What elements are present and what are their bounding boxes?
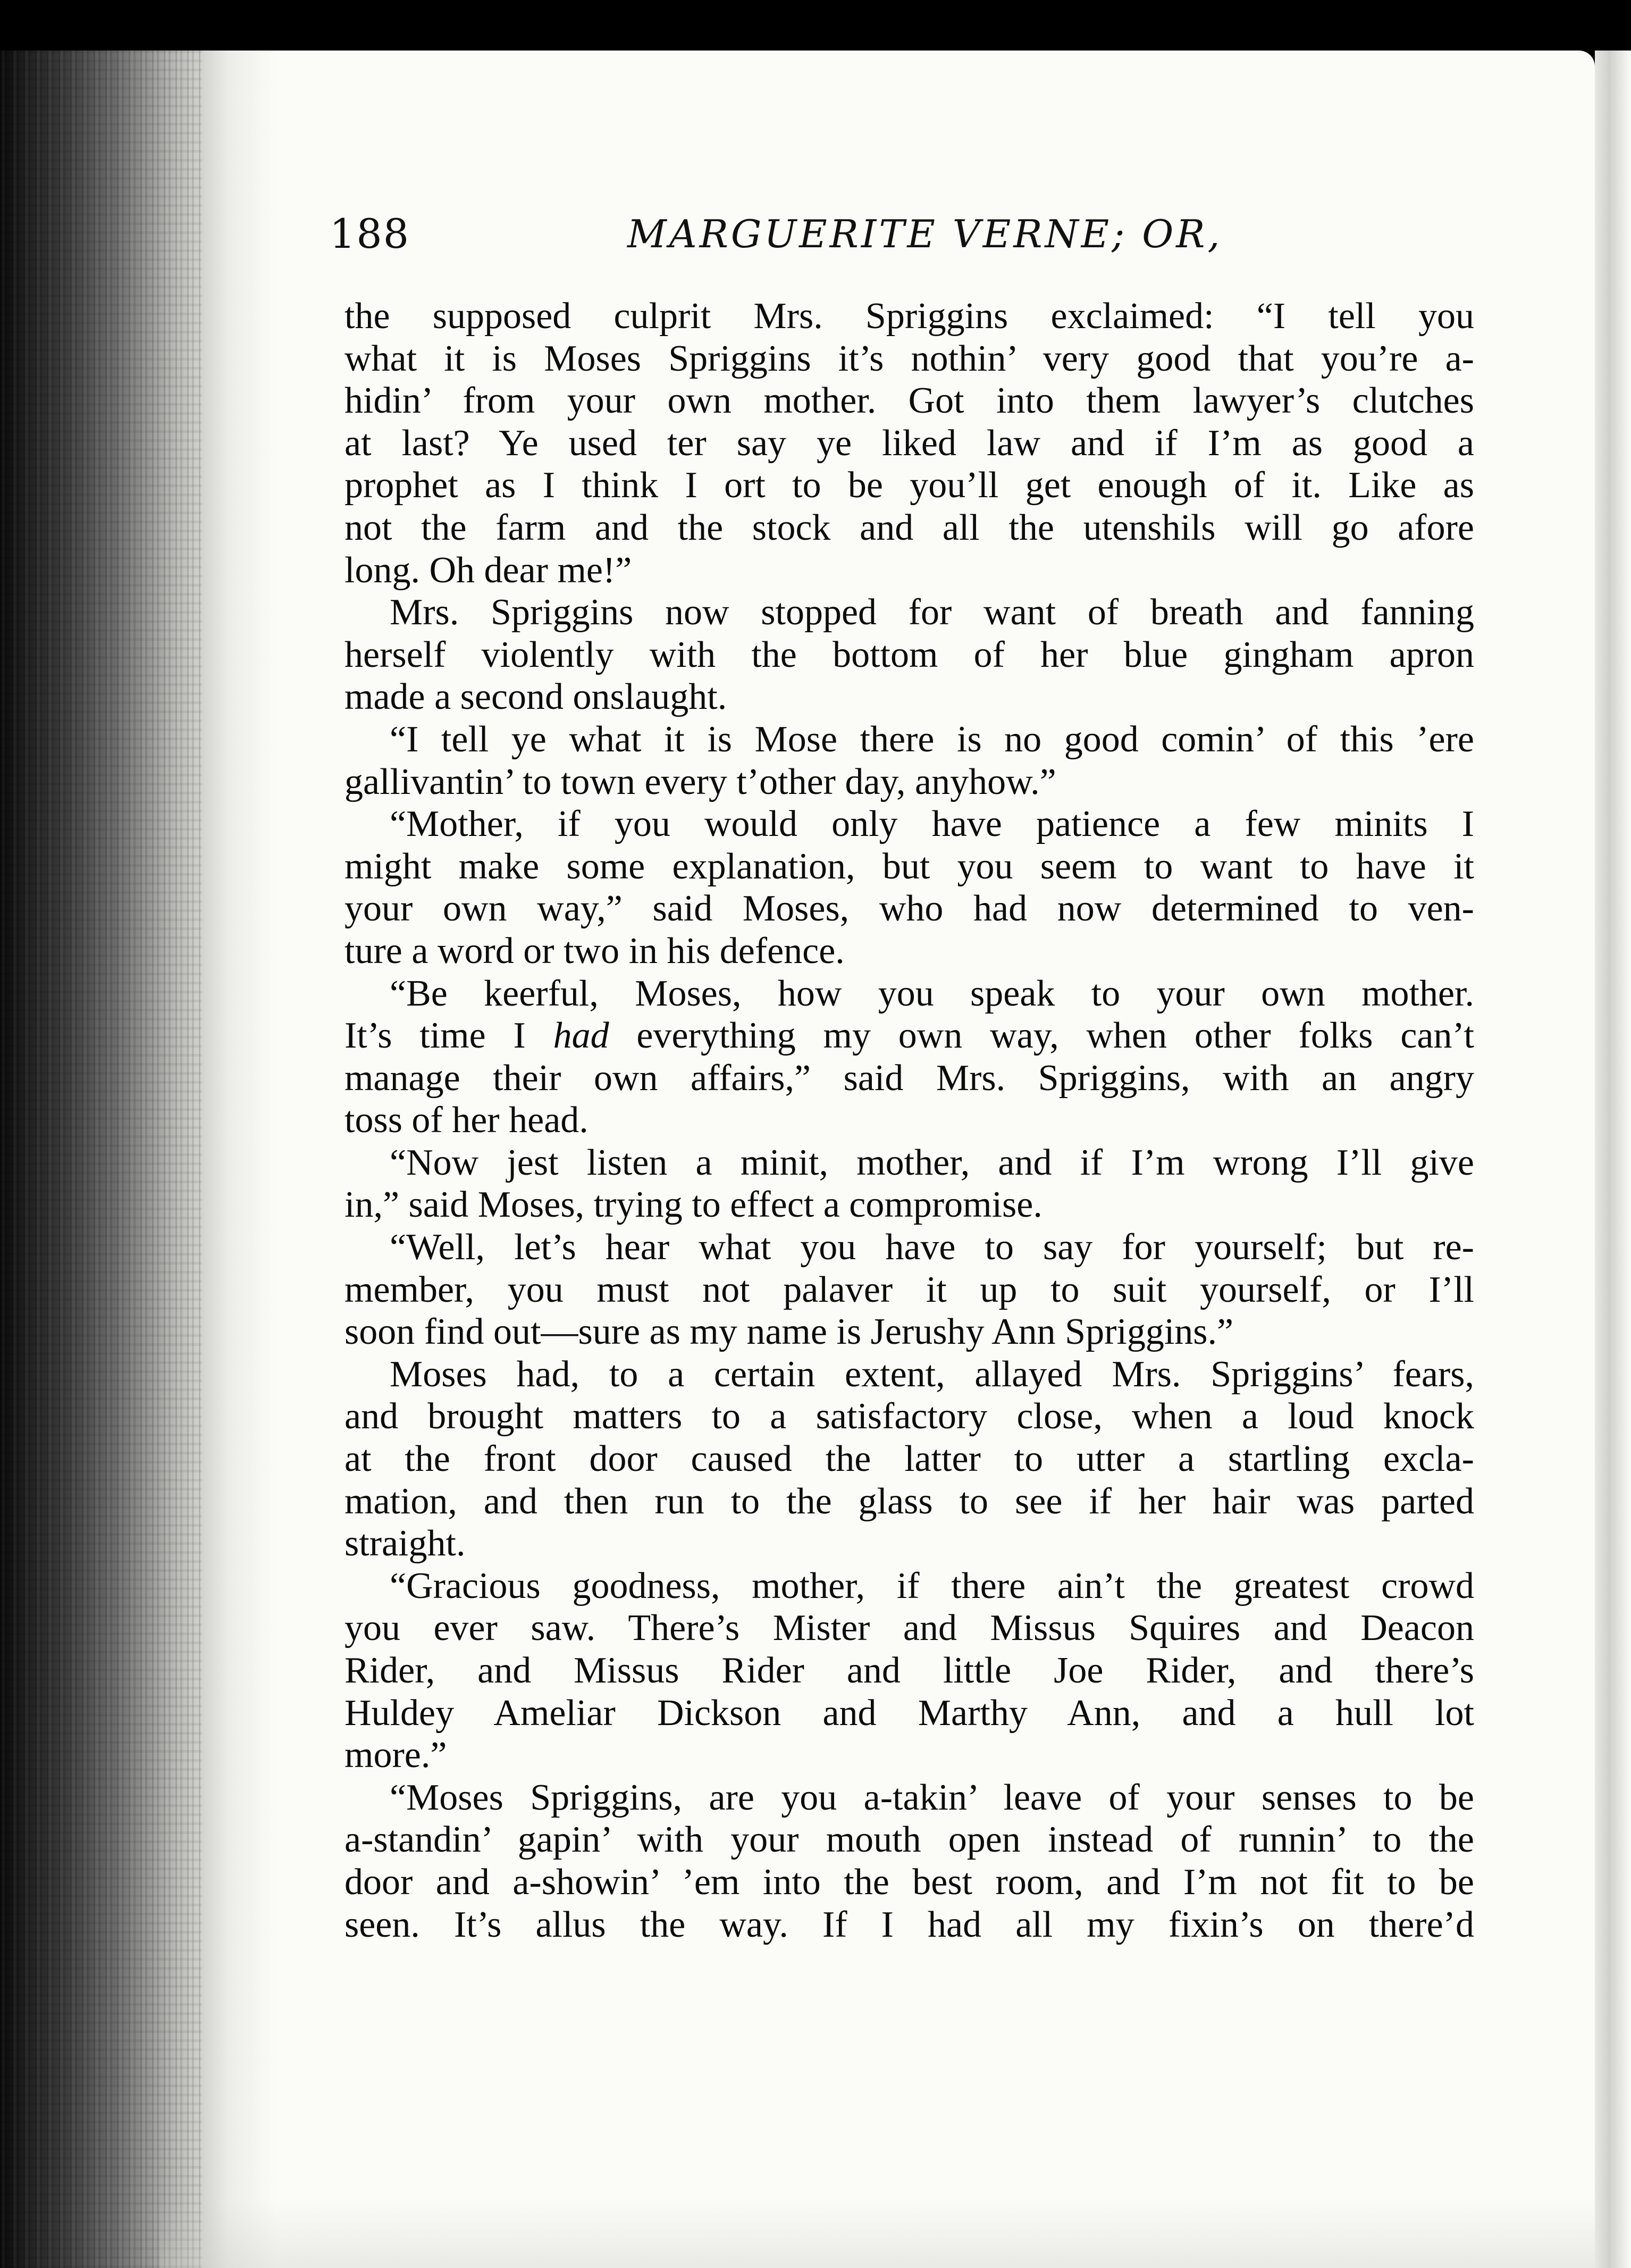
text-line: Rider, and Missus Rider and little Joe Rider, and there’s bbox=[344, 1650, 1474, 1691]
paragraph-3 bbox=[344, 718, 1474, 803]
page-number: 188 bbox=[330, 210, 410, 257]
text-line: long. Oh dear me!” bbox=[344, 549, 632, 591]
gutter-speckle-texture bbox=[0, 51, 202, 2268]
italic-emphasis: had bbox=[553, 1015, 609, 1057]
paragraph-6 bbox=[344, 1142, 1474, 1226]
text-line: prophet as I think I ort to be you’ll get enough of it. Like as bbox=[344, 465, 1474, 506]
text-line: ture a word or two in his defence. bbox=[344, 930, 845, 972]
bottom-edge-shading bbox=[159, 2199, 1595, 2268]
paragraph-4 bbox=[344, 803, 1474, 972]
text-line: you ever saw. There’s Mister and Missus Squires and Deacon bbox=[344, 1608, 1474, 1649]
text-line: manage their own affairs,” said Mrs. Spriggins, with an angry bbox=[344, 1057, 1474, 1099]
text-line: “Be keerful, Moses, how you speak to your own mother. bbox=[390, 973, 1474, 1014]
text-line: “Well, let’s hear what you have to say for yourself; but re- bbox=[390, 1227, 1474, 1268]
text-run: everything my own way, when other folks can’t bbox=[609, 1015, 1474, 1057]
text-line: straight. bbox=[344, 1523, 466, 1564]
text-line: “Gracious goodness, mother, if there ain’t the greatest crowd bbox=[390, 1565, 1474, 1606]
text-line: hidin’ from your own mother. Got into them lawyer’s clutches bbox=[344, 380, 1474, 422]
paragraph-7 bbox=[344, 1226, 1474, 1353]
text-line: “Now jest listen a minit, mother, and if I’m wrong I’ll give bbox=[390, 1142, 1474, 1183]
right-page-edge bbox=[1595, 51, 1631, 2268]
text-line: “Mother, if you would only have patience a few minits I bbox=[390, 804, 1474, 845]
text-line: what it is Moses Spriggins it’s nothin’ very good that you’re a- bbox=[344, 338, 1474, 379]
paragraph-10 bbox=[344, 1777, 1474, 1946]
text-line: gallivantin’ to town every t’other day, anyhow.” bbox=[344, 761, 1056, 802]
text-line: your own way,” said Moses, who had now determined to ven- bbox=[344, 888, 1474, 930]
text-line: soon find out—sure as my name is Jerushy Ann Spriggins.” bbox=[344, 1311, 1234, 1353]
text-line: a-standin’ gapin’ with your mouth open instead of runnin’ to the bbox=[344, 1819, 1474, 1861]
text-line: not the farm and the stock and all the utenshils will go afore bbox=[344, 507, 1474, 548]
paragraph-1 bbox=[344, 295, 1474, 591]
text-line: in,” said Moses, trying to effect a compromise. bbox=[344, 1184, 1043, 1226]
text-line: herself violently with the bottom of her blue gingham apron bbox=[344, 634, 1474, 675]
text-line: “I tell ye what it is Mose there is no good comin’ of this ’ere bbox=[390, 718, 1474, 760]
text-line: at the front door caused the latter to utter a startling excla- bbox=[344, 1438, 1474, 1480]
text-line: and brought matters to a satisfactory close, when a loud knock bbox=[344, 1396, 1474, 1437]
text-line: at last? Ye used ter say ye liked law and if I’m as good a bbox=[344, 422, 1474, 464]
paragraph-2 bbox=[344, 591, 1474, 718]
paragraph-8 bbox=[344, 1353, 1474, 1565]
text-line: seen. It’s allus the way. If I had all my fixin’s on there’d bbox=[344, 1904, 1474, 1945]
text-line bbox=[344, 1015, 1474, 1057]
text-line: the supposed culprit Mrs. Spriggins exclaimed: “I tell you bbox=[344, 296, 1474, 337]
text-line: toss of her head. bbox=[344, 1100, 588, 1141]
paragraph-9 bbox=[344, 1565, 1474, 1777]
text-line: Mrs. Spriggins now stopped for want of breath and fanning bbox=[390, 592, 1474, 633]
text-line: made a second onslaught. bbox=[344, 676, 727, 718]
running-title: MARGUERITE VERNE; OR, bbox=[627, 212, 1223, 256]
text-line: member, you must not palaver it up to suit yourself, or I’ll bbox=[344, 1269, 1474, 1310]
text-line: mation, and then run to the glass to see if her hair was parted bbox=[344, 1480, 1474, 1522]
paragraph-5 bbox=[344, 973, 1474, 1142]
text-line: Huldey Ameliar Dickson and Marthy Ann, and a hull lot bbox=[344, 1692, 1474, 1734]
text-line: more.” bbox=[344, 1735, 447, 1776]
text-line: “Moses Spriggins, are you a-takin’ leave of your senses to be bbox=[390, 1777, 1474, 1818]
text-line: might make some explanation, but you seem to want to have it bbox=[344, 846, 1474, 887]
body-text bbox=[344, 295, 1474, 1946]
text-line: Moses had, to a certain extent, allayed Mrs. Spriggins’ fears, bbox=[390, 1353, 1474, 1395]
text-run: It’s time I bbox=[344, 1015, 553, 1057]
text-line: door and a-showin’ ’em into the best room, and I’m not fit to be bbox=[344, 1861, 1474, 1903]
running-head bbox=[330, 207, 1446, 261]
